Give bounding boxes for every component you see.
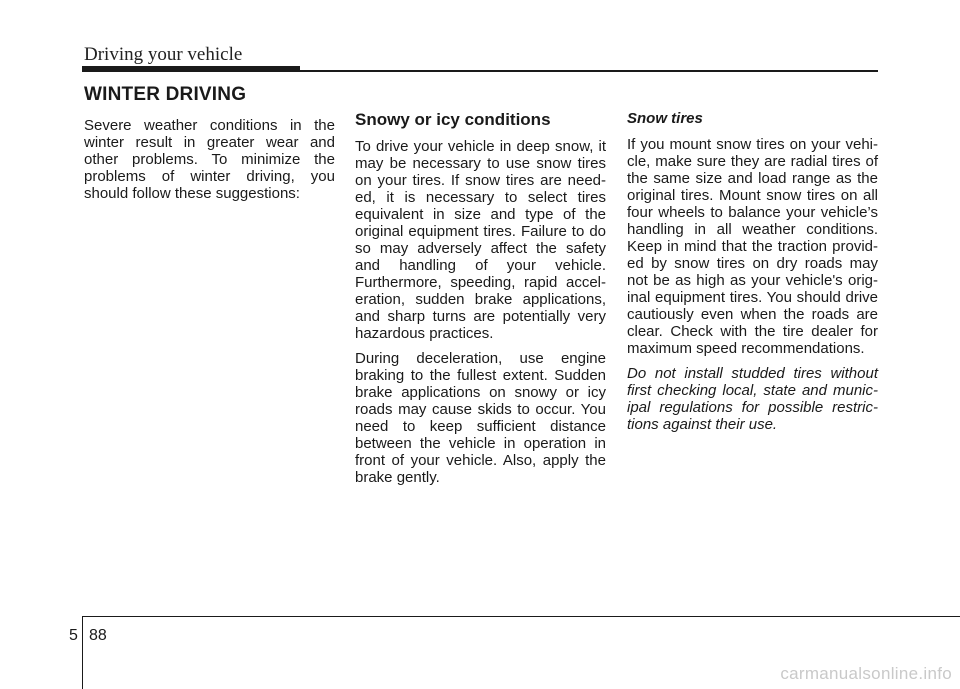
watermark: carmanualsonline.info	[780, 664, 952, 683]
snowy-paragraph-1: To drive your vehicle in deep snow, it may be necessary to use snow tires on your tires. If snow tires are need-ed, it is necessary to select tires equivalent in size and type of the original equipment tires. Failure to do so may adversely affect the safety and handling of your vehicle. Furthermore, speeding, rapid accel-eration, sudden brake applications, and sharp turns are potentially very hazardous practices.	[355, 138, 606, 342]
chapter-number: 5	[69, 627, 78, 644]
snow-tires-heading: Snow tires	[627, 110, 703, 127]
footer-vertical-rule	[82, 616, 83, 689]
column-intro	[84, 117, 335, 210]
intro-paragraph: Severe weather conditions in the winter result in greater wear and other problems. To minimize the problems of winter driving, you should follow these suggestions:	[84, 117, 335, 202]
footer-rule	[82, 616, 960, 617]
running-header: Driving your vehicle	[84, 44, 243, 65]
snow-tires-paragraph: If you mount snow tires on your vehi-cle, make sure they are radial tires of the same size and load range as the original tires. Mount snow tires on all four wheels to balance your vehicle’s handling in all weather conditions. Keep in mind that the traction provid-ed by snow tires on dry roads may not be as high as your vehicle's orig-inal equipment tires. You should drive cautiously even when the roads are clear. Check with the tire dealer for maximum speed recommendations.	[627, 136, 878, 357]
header-rule-thick	[82, 66, 300, 72]
studded-tires-note: Do not install studded tires without first checking local, state and munic-ipal regulations for possible restric-tions against their use.	[627, 365, 878, 433]
section-title: WINTER DRIVING	[84, 84, 247, 105]
snowy-paragraph-2: During deceleration, use engine braking to the fullest extent. Sudden brake applications on snowy or icy roads may cause skids to occur. You need to keep sufficient distance between the vehicle in operation in front of your vehicle. Also, apply the brake gently.	[355, 350, 606, 486]
column-snow-tires	[627, 110, 878, 441]
column-snowy-conditions	[355, 110, 606, 494]
snowy-conditions-heading: Snowy or icy conditions	[355, 110, 551, 129]
header-rule-thin	[300, 70, 878, 72]
page-number: 88	[89, 627, 107, 644]
